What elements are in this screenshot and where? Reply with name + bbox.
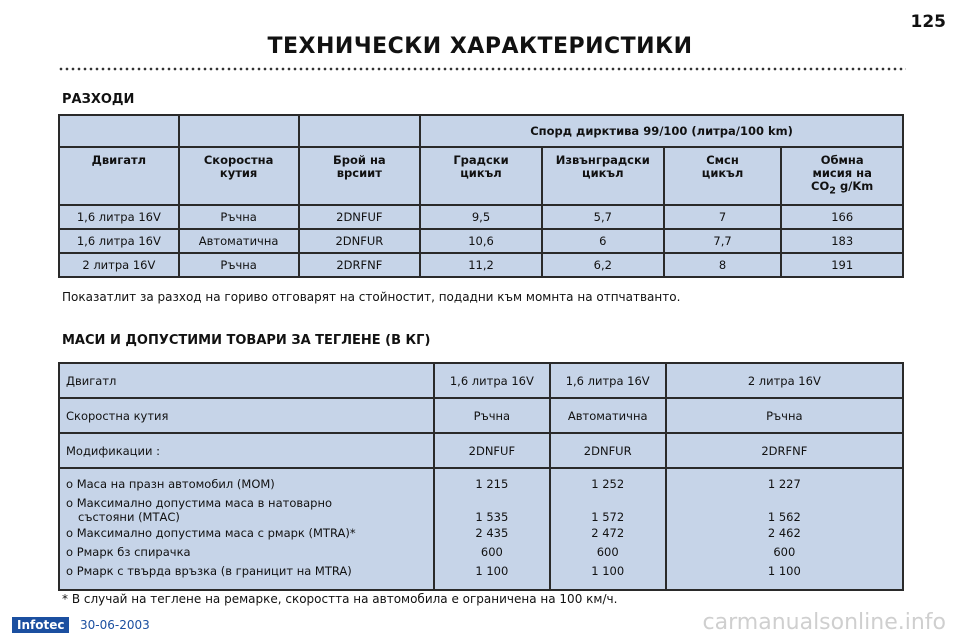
empty-header-cell xyxy=(299,115,421,147)
table-row: Двигатл 1,6 литра 16V 1,6 литра 16V 2 литра 16V xyxy=(59,363,903,398)
empty-header-cell xyxy=(59,115,179,147)
mass-values-col3: 1 227 1 562 2 462 600 1 100 xyxy=(666,468,903,590)
header-co2: Обмна мисия на $CO_2$ g/Km xyxy=(781,147,903,205)
infotec-logo: Infotec xyxy=(12,617,69,633)
mass-values-col1: 1 215 1 535 2 435 600 1 100 xyxy=(434,468,550,590)
table-row: Модификации : 2DNFUF 2DNFUR 2DRFNF xyxy=(59,433,903,468)
empty-header-cell xyxy=(179,115,299,147)
watermark: carmanualsonline.info xyxy=(702,610,946,635)
header-mixed: Смсн цикъл xyxy=(664,147,782,205)
header-number: Брой на врсиит xyxy=(299,147,421,205)
table-row: 1,6 литра 16V Автоматична 2DNFUR 10,6 6 7,7 183 xyxy=(59,229,903,253)
fuel-consumption-table xyxy=(58,114,904,278)
page-title: ТЕХНИЧЕСКИ ХАРАКТЕРИСТИКИ xyxy=(267,34,693,59)
dotted-divider xyxy=(58,67,906,71)
header-extra-urban: Извънградски цикъл xyxy=(542,147,664,205)
table-row: Скоростна кутия Ръчна Автоматична Ръчна xyxy=(59,398,903,433)
table-row: 2 литра 16V Ръчна 2DRFNF 11,2 6,2 8 191 xyxy=(59,253,903,277)
page-number: 125 xyxy=(910,12,946,32)
mass-values-col2: 1 252 1 572 2 472 600 1 100 xyxy=(550,468,666,590)
fuel-note: Показатлит за разход на гориво отговарят на стойностит, подадни към момнта на отпчатванто. xyxy=(62,290,681,304)
towing-note: * В случай на теглене на ремарке, скоростта на автомобила е ограничена на 100 км/ч. xyxy=(62,592,618,606)
fuel-section-title: РАЗХОДИ xyxy=(62,92,135,107)
table-row xyxy=(59,468,903,590)
header-engine: Двигатл xyxy=(59,147,179,205)
directive-header: Спорд дирктива 99/100 (литра/100 km) xyxy=(420,115,903,147)
mass-section-title: МАСИ И ДОПУСТИМИ ТОВАРИ ЗА ТЕГЛЕНЕ (В КГ) xyxy=(62,333,431,348)
header-urban: Градски цикъл xyxy=(420,147,542,205)
mass-table xyxy=(58,362,904,591)
header-gearbox: Скоростна кутия xyxy=(179,147,299,205)
table-row: 1,6 литра 16V Ръчна 2DNFUF 9,5 5,7 7 166 xyxy=(59,205,903,229)
mass-items-list: o Маса на празн автомобил (МОМ) o Максимално допустима маса в натоварно състояни (МТАС) o Максимално допустима маса с рмарк (MTRA)* o Рмарк бз спирачка o Рмарк с твърда връзка (в границит на MTRA) xyxy=(59,468,434,590)
footer-date: 30-06-2003 xyxy=(80,618,150,632)
